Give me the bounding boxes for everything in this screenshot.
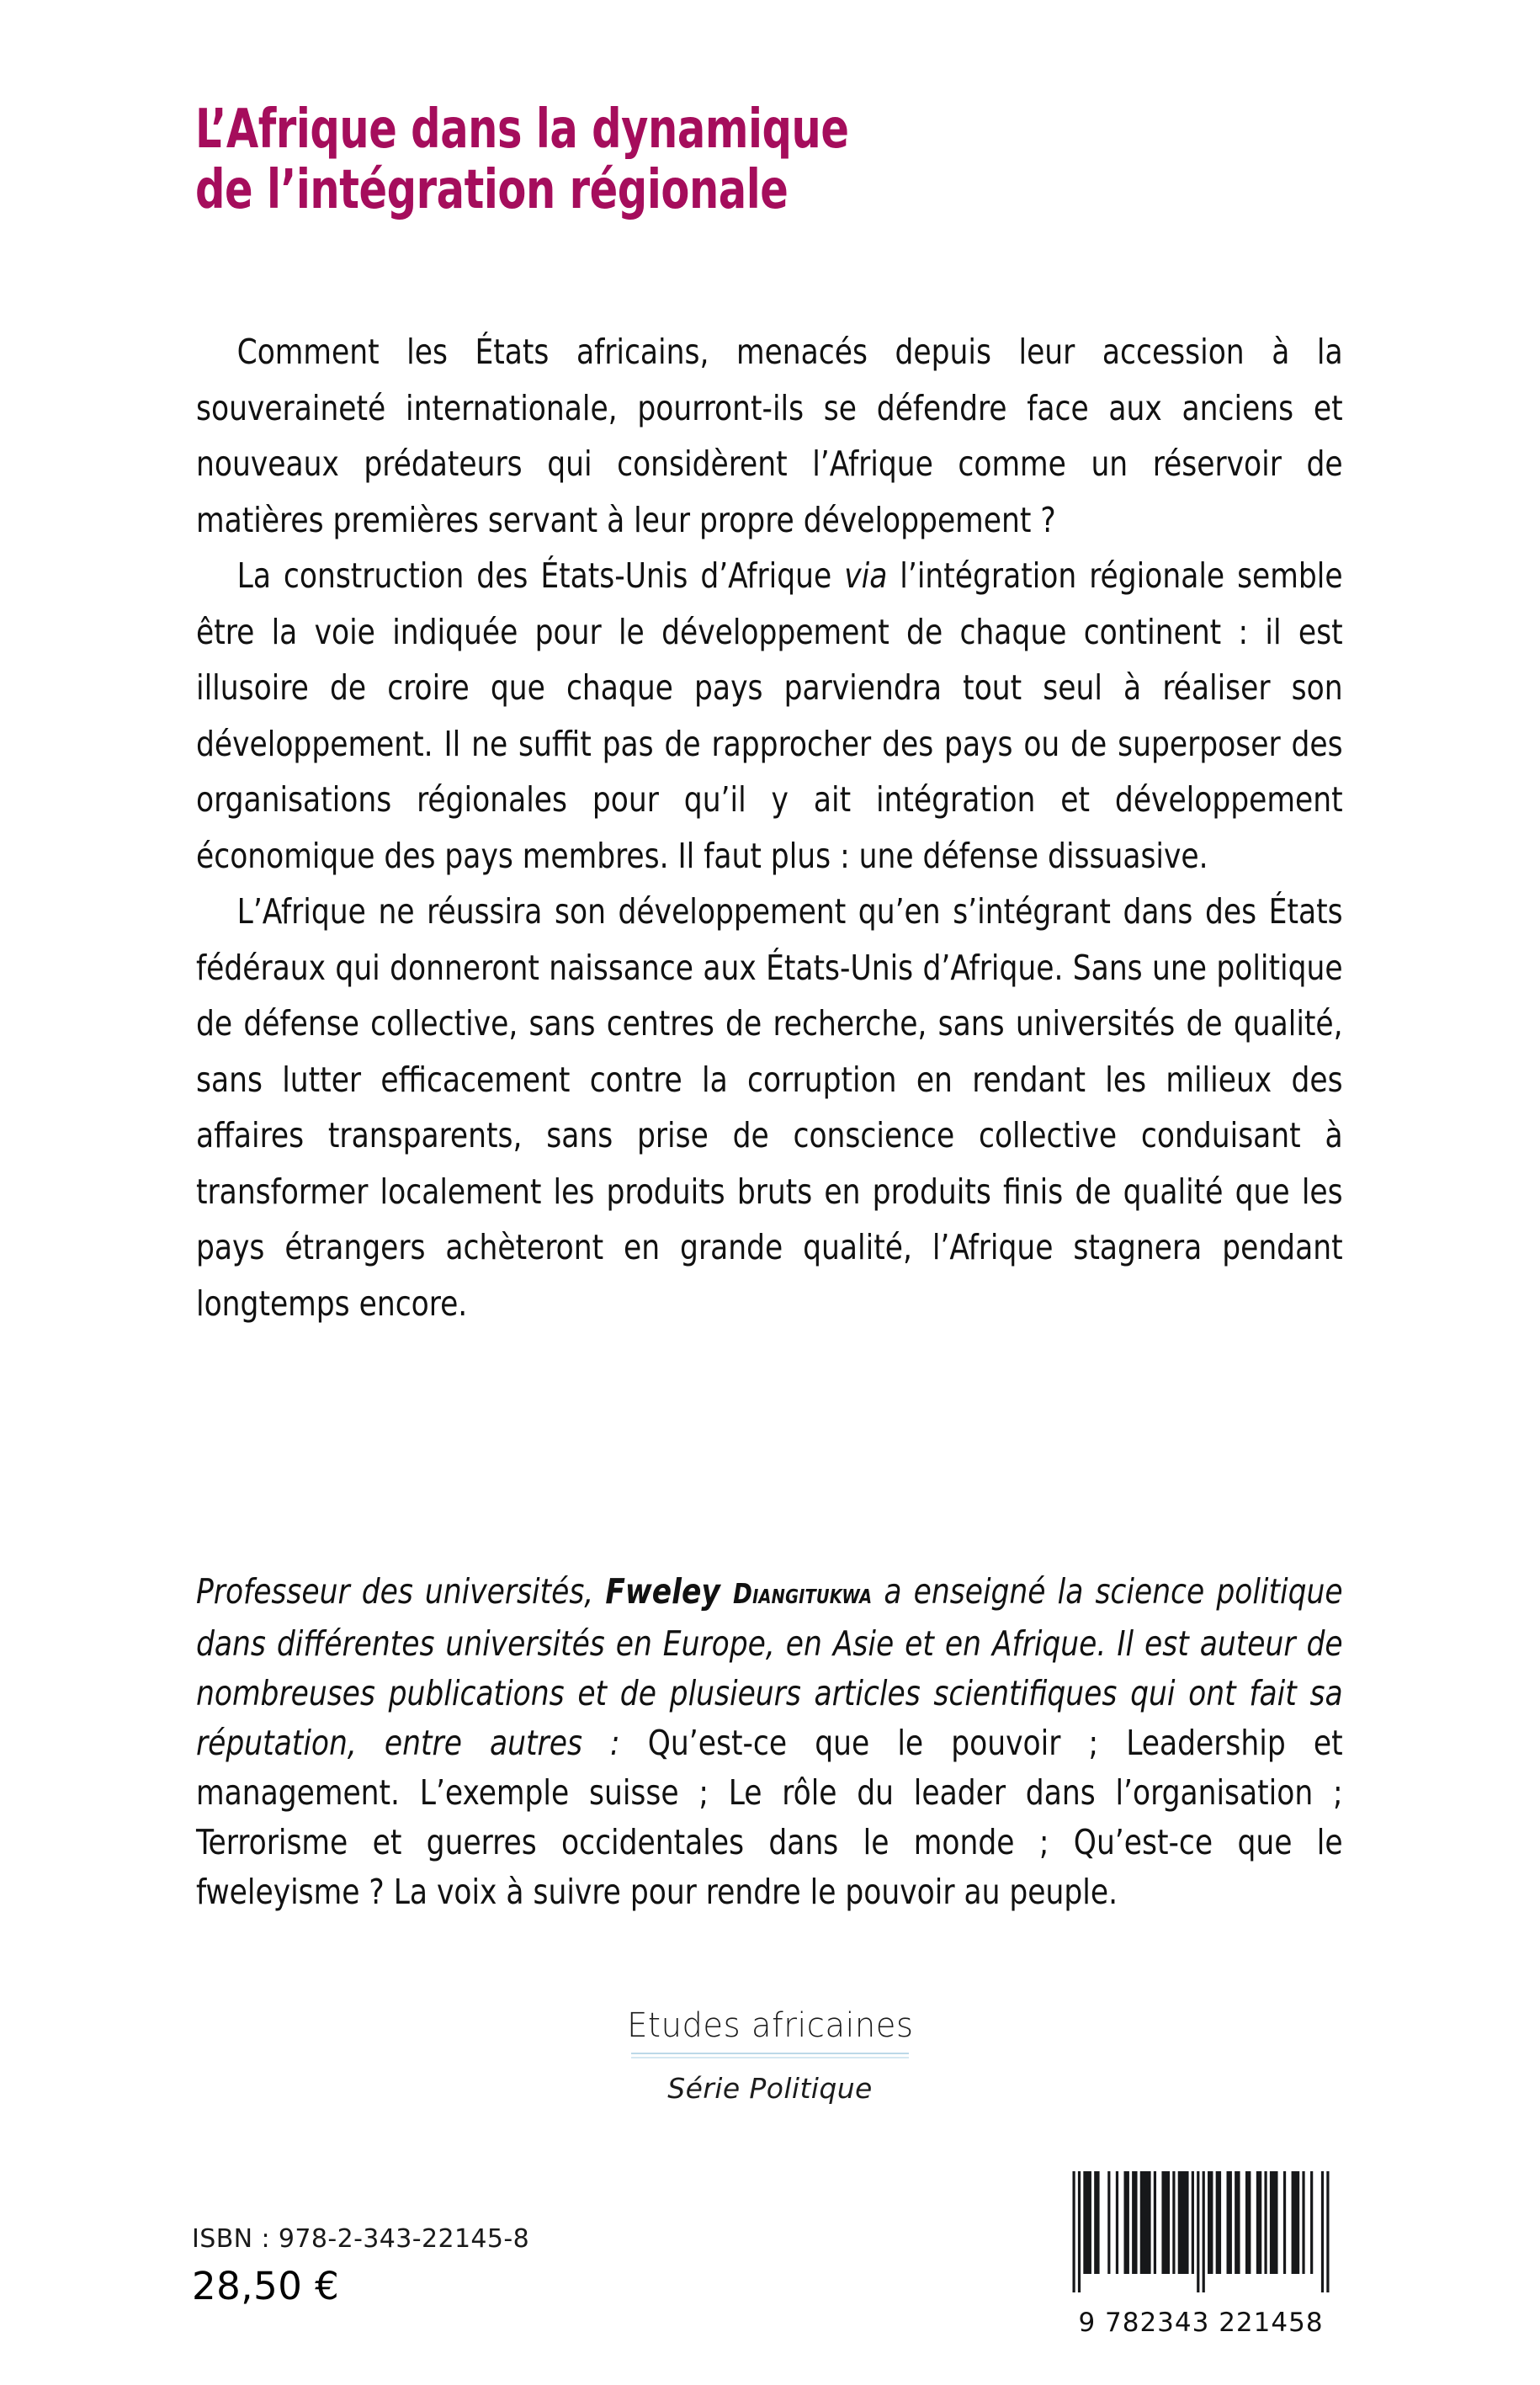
barcode-digits: 9 782343 221458 <box>1078 2308 1324 2338</box>
blurb-paragraph-1: Comment les États africains, menacés depuis leur accession à la souveraineté internationale, pourront-ils se défendre face aux anciens et nouveaux prédateurs qui considèrent l’Afrique comme un réservoir de matières premières servant à leur propre développement ? <box>196 332 1343 540</box>
blurb-p2-part2: l’intégration régionale semble être la voie indiquée pour le développement de chaque continent : il est illusoire de croire que chaque pays parviendra tout seul à réaliser son développement. Il ne suffit pas de rapprocher des pays ou de superposer des organisations régionales pour qu’il y ait intégration et développement économique des pays membres. Il faut plus : une défense dissuasive. <box>196 555 1343 876</box>
book-title-line-1: L’Afrique dans la dynamique <box>195 98 849 161</box>
blurb-paragraph-2 <box>196 548 1343 884</box>
isbn-text: ISBN : 978-2-343-22145-8 <box>192 2224 530 2254</box>
blurb-p2-part1: La construction des États-Unis d’Afrique <box>236 555 845 596</box>
author-bio <box>196 1567 1342 1917</box>
book-title <box>195 99 1357 220</box>
barcode-bars <box>1054 2165 1348 2306</box>
author-last-name: Diangitukwa <box>733 1578 873 1610</box>
isbn-price-block <box>192 2222 529 2311</box>
blurb-p2-italic-via: via <box>844 555 888 596</box>
series-divider-line-top <box>631 2053 909 2054</box>
ean13-barcode <box>1054 2165 1348 2306</box>
blurb-paragraph-3: L’Afrique ne réussira son développement qu’en s’intégrant dans des États fédéraux qui donneront naissance aux États-Unis d’Afrique. Sans une politique de défense collective, sans centres de recherche, sans universités de qualité, sans lutter efficacement contre la corruption en rendant les milieux des affaires transparents, sans prise de conscience collective conduisant à transformer localement les produits bruts en produits finis de qualité que les pays étrangers achèteront en grande qualité, l’Afrique stagnera pendant longtemps encore. <box>196 891 1343 1324</box>
sub-series-name: Série Politique <box>667 2072 873 2105</box>
author-first-name: Fweley <box>605 1571 720 1612</box>
series-divider-line-bottom <box>631 2057 909 2058</box>
author-bio-paragraph <box>196 1567 1343 1917</box>
price-text: 28,50 € <box>192 2264 340 2308</box>
bio-body: a enseigné la science politique dans différentes universités en Europe, en Asie et en Afrique. Il est auteur de nombreuses publications et de plusieurs articles scientifiques qui ont fait sa réputation, entre autres : <box>196 1571 1343 1763</box>
series-divider <box>631 2053 909 2058</box>
series-block <box>0 2005 1540 2107</box>
bio-intro: Professeur des universités, <box>196 1571 606 1612</box>
blurb-text <box>196 324 1342 1331</box>
book-title-line-2: de l’intégration régionale <box>195 159 789 221</box>
bio-works-list: Qu’est-ce que le pouvoir ; Leadership et management. L’exemple suisse ; Le rôle du leader dans l’organisation ; Terrorisme et guerres occidentales dans le monde ; Qu’est-ce que le fweleyisme ? La voix à suivre pour rendre le pouvoir au peuple. <box>196 1723 1343 1912</box>
collection-name: Etudes africaines <box>626 2006 914 2045</box>
